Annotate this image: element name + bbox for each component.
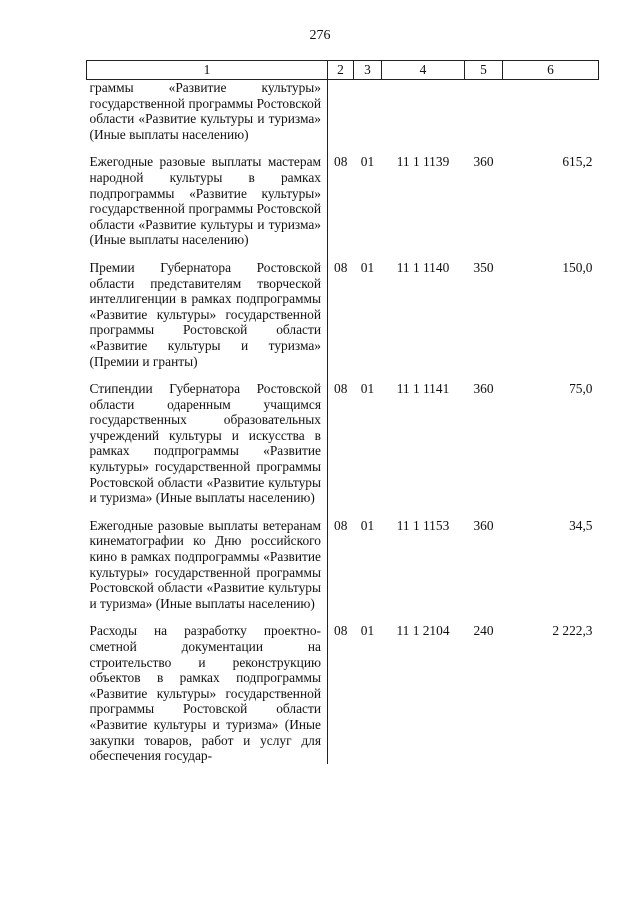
header-col-5: 5 (465, 61, 503, 80)
row-amount: 2 222,3 (552, 623, 593, 639)
row-section: 08 (334, 259, 348, 275)
header-col-3: 3 (354, 61, 382, 80)
continued-row-name: граммы «Развитие культуры» государственной программы Ростовской области «Развитие культуры и туризма» (Иные выплаты населению) (87, 80, 328, 155)
row-expense-type: 360 (473, 517, 494, 533)
header-col-4: 4 (382, 61, 465, 80)
row-amount: 34,5 (569, 517, 593, 533)
row-expense-type: 360 (473, 381, 494, 397)
row-subsection: 01 (360, 623, 375, 639)
table-row (87, 260, 599, 381)
table-row (87, 154, 599, 260)
row-amount: 150,0 (562, 259, 593, 275)
row-section: 08 (334, 381, 348, 397)
header-col-6: 6 (503, 61, 599, 80)
row-name: Премии Губернатора Ростовской области представителям творческой интеллигенции в рамках подпрограммы «Развитие культуры» государственной программы Ростовской области «Развитие культуры и туризма» (Премии и гранты) (87, 260, 328, 381)
header-col-1: 1 (87, 61, 328, 80)
row-subsection: 01 (360, 259, 375, 275)
row-subsection: 01 (360, 381, 375, 397)
row-name: Ежегодные разовые выплаты мастерам народной культуры в рамках подпрограммы «Развитие культуры» государственной программы Ростовской области «Развитие культуры и туризма» (Иные выплаты населению) (87, 154, 328, 260)
row-expense-type: 350 (473, 259, 494, 275)
row-section: 08 (334, 517, 348, 533)
row-name: Стипендии Губернатора Ростовской области одаренным учащимся государственных образовательных учреждений культуры и искусства в рамках подпрограммы «Развитие культуры» государственной программы Ростовской области «Развитие культуры и туризма» (Иные выплаты населению) (87, 381, 328, 518)
header-row (87, 61, 599, 80)
row-expense-type: 360 (473, 154, 494, 170)
table-row (87, 80, 599, 155)
row-subsection: 01 (360, 154, 375, 170)
row-section: 08 (334, 154, 348, 170)
row-section: 08 (334, 623, 348, 639)
row-subsection: 01 (360, 517, 375, 533)
row-target-code: 11 1 1153 (396, 517, 450, 533)
row-amount: 615,2 (562, 154, 593, 170)
table-row (87, 623, 599, 763)
budget-table (86, 60, 599, 764)
row-target-code: 11 1 1141 (396, 381, 450, 397)
table-row (87, 381, 599, 518)
row-amount: 75,0 (569, 381, 593, 397)
row-name: Ежегодные разовые выплаты ветеранам кинематографии ко Дню российского кино в рамках подпрограммы «Развитие культуры» государственной программы Ростовской области «Развитие культуры и туризма» (Иные выплаты населению) (87, 518, 328, 624)
table-row (87, 518, 599, 624)
row-expense-type: 240 (473, 623, 494, 639)
page-number: 276 (309, 28, 331, 43)
row-target-code: 11 1 1140 (396, 259, 450, 275)
header-col-2: 2 (328, 61, 354, 80)
row-target-code: 11 1 2104 (396, 623, 450, 639)
row-target-code: 11 1 1139 (396, 154, 450, 170)
row-name: Расходы на разработку проектно-сметной документации на строительство и реконструкцию объектов в рамках подпрограммы «Развитие культуры» государственной программы Ростовской области «Развитие культуры и туризма» (Иные закупки товаров, работ и услуг для обеспечения государ- (87, 623, 328, 763)
